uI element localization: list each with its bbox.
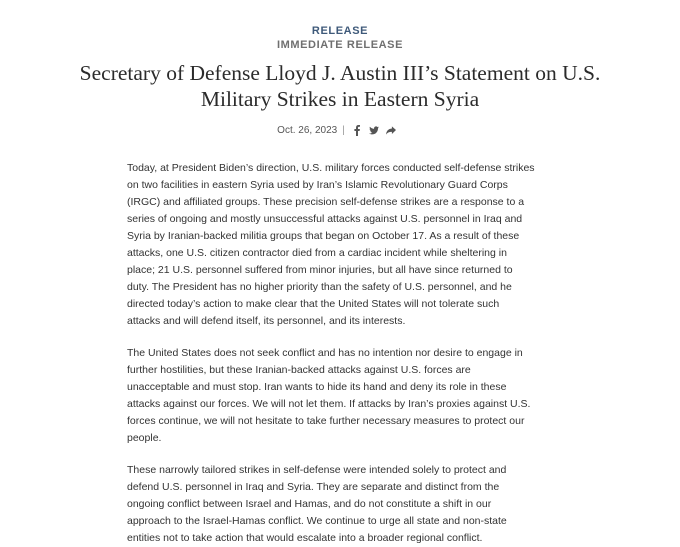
article-paragraph: Today, at President Biden’s direction, U.S. military forces conducted self-defense strikes on two facilities in eastern Syria used by Iran’s Islamic Revolutionary Guard Corps (IRGC) and affiliated groups. These precision self-defense strikes are a response to a series of ongoing and mostly unsuccessful attacks against U.S. personnel in Iraq and Syria by Iranian-backed militia groups that began on October 17. As a result of these attacks, one U.S. citizen contractor died from a cardiac incident while sheltering in place; 21 U.S. personnel suffered from minor injuries, but all have since returned to duty. The President has no higher priority than the safety of U.S. personnel, and he directed today’s action to make clear that the United States will not tolerate such attacks and will defend itself, its personnel, and its interests. <box>127 162 535 327</box>
meta-separator: | <box>342 124 345 136</box>
article-meta <box>0 124 680 136</box>
publish-date: Oct. 26, 2023 <box>277 124 338 136</box>
facebook-icon[interactable] <box>352 124 362 136</box>
article-paragraph: The United States does not seek conflict and has no intention nor desire to engage in further hostilities, but these Iranian-backed attacks against U.S. forces are unacceptable and must stop. Iran wants to hide its hand and deny its role in these attacks against our forces. We will not let them. If attacks by Iran’s proxies against U.S. forces continue, we will not hesitate to take further necessary measures to protect our people. <box>127 347 531 444</box>
article-body <box>127 160 535 547</box>
article-paragraph: These narrowly tailored strikes in self-defense were intended solely to protect and defend U.S. personnel in Iraq and Syria. They are separate and distinct from the ongoing conflict between Israel and Hamas, and do not constitute a shift in our approach to the Israel-Hamas conflict. We continue to urge all state and non-state entities not to take action that would escalate into a broader regional conflict. <box>127 464 507 544</box>
page-title: Secretary of Defense Lloyd J. Austin III’s Statement on U.S. Military Strikes in Eastern Syria <box>79 61 601 111</box>
twitter-icon[interactable] <box>369 124 379 136</box>
release-category-label: RELEASE <box>311 25 369 37</box>
share-icon[interactable] <box>386 124 396 136</box>
release-type-label: IMMEDIATE RELEASE <box>276 39 404 51</box>
